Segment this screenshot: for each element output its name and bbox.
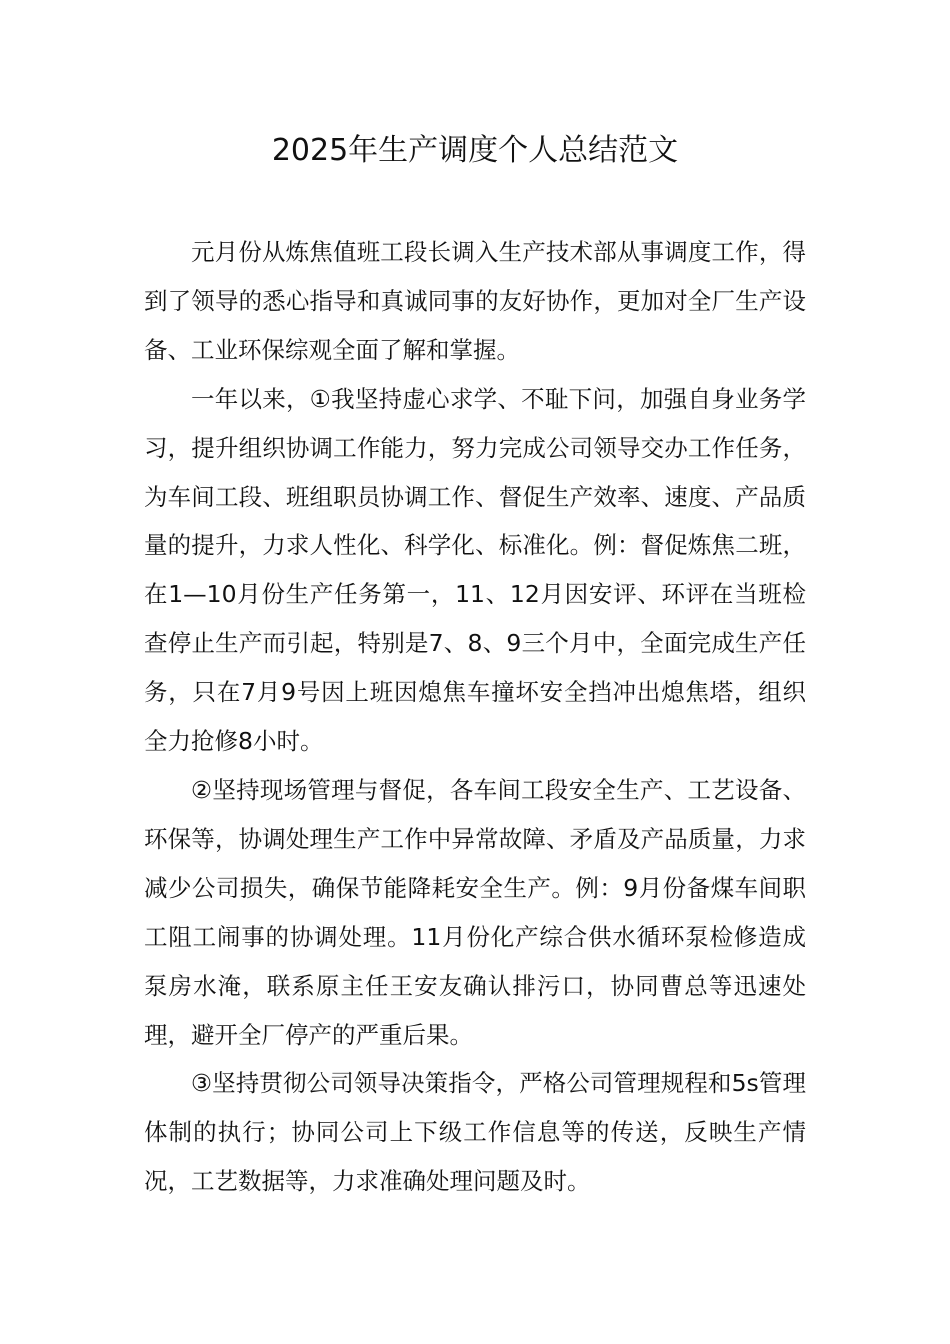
document-body bbox=[144, 228, 806, 1206]
paragraph-1: 元月份从炼焦值班工段长调入生产技术部从事调度工作，得到了领导的悉心指导和真诚同事的友好协作，更加对全厂生产设备、工业环保综观全面了解和掌握。 bbox=[144, 238, 806, 364]
paragraph-3: ②坚持现场管理与督促，各车间工段安全生产、工艺设备、环保等，协调处理生产工作中异常故障、矛盾及产品质量，力求减少公司损失，确保节能降耗安全生产。例：9月份备煤车间职工阻工闹事的协调处理。11月份化产综合供水循环泵检修造成泵房水淹，联系原主任王安友确认排污口，协同曹总等迅速处理，避开全厂停产的严重后果。 bbox=[144, 775, 806, 1049]
document-title: 2025年生产调度个人总结范文 bbox=[271, 133, 679, 168]
paragraph-4: ③坚持贯彻公司领导决策指令，严格公司管理规程和5s管理体制的执行；协同公司上下级工作信息等的传送，反映生产情况，工艺数据等，力求准确处理问题及时。 bbox=[144, 1069, 806, 1196]
paragraph-2: 一年以来，①我坚持虚心求学、不耻下问，加强自身业务学习，提升组织协调工作能力，努力完成公司领导交办工作任务，为车间工段、班组职员协调工作、督促生产效率、速度、产品质量的提升，力求人性化、科学化、标准化。例：督促炼焦二班，在1—10月份生产任务第一，11、12月因安评、环评在当班检查停止生产而引起，特别是7、8、9三个月中，全面完成生产任务，只在7月9号因上班因熄焦车撞坏安全挡冲出熄焦塔，组织全力抢修8小时。 bbox=[144, 384, 806, 756]
